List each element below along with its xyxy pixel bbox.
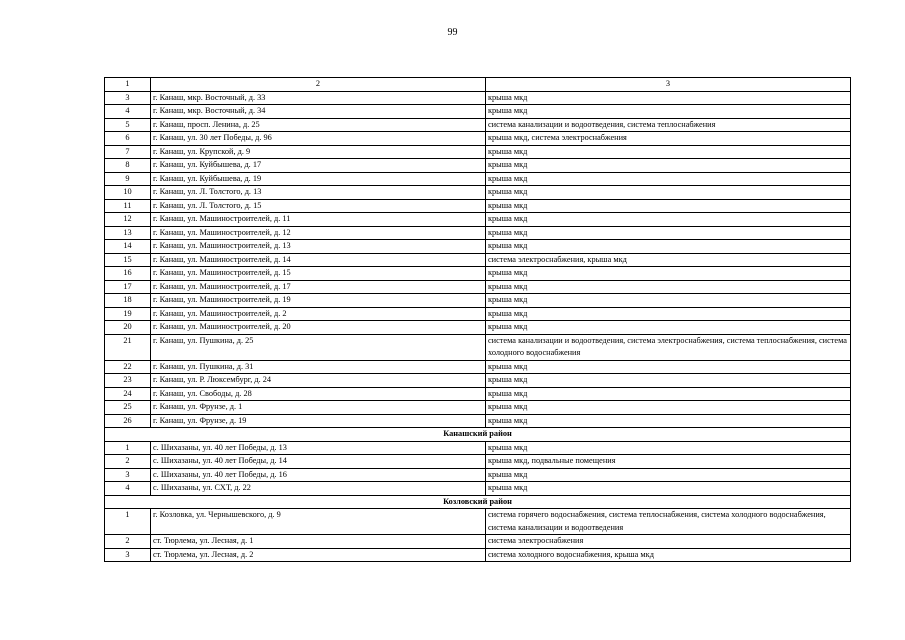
table-row: [105, 294, 851, 308]
row-works: крыша мкд: [486, 159, 851, 173]
row-address: г. Канаш, ул. Машиностроителей, д. 11: [151, 213, 486, 227]
row-address: г. Канаш, ул. Машиностроителей, д. 17: [151, 280, 486, 294]
row-address: г. Канаш, ул. Машиностроителей, д. 19: [151, 294, 486, 308]
section-title: Козловский район: [105, 495, 851, 509]
row-number: 6: [105, 132, 151, 146]
table-row: [105, 226, 851, 240]
row-works: крыша мкд: [486, 226, 851, 240]
table-row: [105, 91, 851, 105]
table-row: [105, 145, 851, 159]
row-number: 3: [105, 468, 151, 482]
row-works: крыша мкд: [486, 482, 851, 496]
row-address: г. Канаш, ул. Пушкина, д. 25: [151, 334, 486, 360]
row-works: система канализации и водоотведения, система теплоснабжения: [486, 118, 851, 132]
row-address: г. Канаш, просп. Ленина, д. 25: [151, 118, 486, 132]
row-number: 21: [105, 334, 151, 360]
row-address: г. Канаш, ул. Фрунзе, д. 19: [151, 414, 486, 428]
row-address: ст. Тюрлема, ул. Лесная, д. 2: [151, 548, 486, 562]
row-address: г. Канаш, ул. Л. Толстого, д. 13: [151, 186, 486, 200]
page-number: 99: [447, 27, 458, 38]
repair-register-table: [104, 77, 851, 562]
row-works: крыша мкд, система электроснабжения: [486, 132, 851, 146]
row-number: 23: [105, 374, 151, 388]
table-row: [105, 307, 851, 321]
row-works: система электроснабжения, крыша мкд: [486, 253, 851, 267]
row-number: 18: [105, 294, 151, 308]
table-row: [105, 548, 851, 562]
table-row: [105, 118, 851, 132]
table-header-row: [105, 78, 851, 92]
row-address: г. Канаш, ул. Пушкина, д. 31: [151, 360, 486, 374]
table-row: [105, 132, 851, 146]
table-row: [105, 159, 851, 173]
row-address: г. Канаш, ул. Крупской, д. 9: [151, 145, 486, 159]
row-works: крыша мкд: [486, 414, 851, 428]
row-address: г. Канаш, ул. Машиностроителей, д. 15: [151, 267, 486, 281]
row-number: 8: [105, 159, 151, 173]
row-number: 3: [105, 548, 151, 562]
row-number: 25: [105, 401, 151, 415]
row-number: 1: [105, 509, 151, 535]
table-row: [105, 240, 851, 254]
row-number: 1: [105, 441, 151, 455]
row-address: г. Канаш, ул. Куйбышева, д. 19: [151, 172, 486, 186]
row-works: крыша мкд: [486, 172, 851, 186]
row-address: г. Канаш, ул. Машиностроителей, д. 2: [151, 307, 486, 321]
table-row: [105, 280, 851, 294]
row-number: 11: [105, 199, 151, 213]
row-number: 16: [105, 267, 151, 281]
row-works: крыша мкд: [486, 468, 851, 482]
table-row: [105, 172, 851, 186]
row-works: крыша мкд: [486, 91, 851, 105]
row-number: 12: [105, 213, 151, 227]
row-address: г. Канаш, ул. Куйбышева, д. 17: [151, 159, 486, 173]
row-works: крыша мкд: [486, 186, 851, 200]
row-address: г. Канаш, ул. Машиностроителей, д. 12: [151, 226, 486, 240]
table-row: [105, 401, 851, 415]
row-address: г. Козловка, ул. Чернышевского, д. 9: [151, 509, 486, 535]
table-row: [105, 186, 851, 200]
row-works: система холодного водоснабжения, крыша мкд: [486, 548, 851, 562]
row-works: крыша мкд: [486, 240, 851, 254]
row-address: г. Канаш, ул. Свободы, д. 28: [151, 387, 486, 401]
row-number: 20: [105, 321, 151, 335]
table-row: [105, 374, 851, 388]
row-works: система канализации и водоотведения, система электроснабжения, система теплоснабжения, система холодного водоснабжения: [486, 334, 851, 360]
table-body: [105, 78, 851, 562]
row-works: крыша мкд: [486, 267, 851, 281]
table-row: [105, 253, 851, 267]
row-address: с. Шихазаны, ул. 40 лет Победы, д. 13: [151, 441, 486, 455]
row-number: 9: [105, 172, 151, 186]
row-number: 5: [105, 118, 151, 132]
row-number: 15: [105, 253, 151, 267]
row-works: крыша мкд: [486, 199, 851, 213]
table-row: [105, 321, 851, 335]
table-row: [105, 267, 851, 281]
row-works: система электроснабжения: [486, 535, 851, 549]
row-address: г. Канаш, ул. Машиностроителей, д. 14: [151, 253, 486, 267]
section-title: Канашский район: [105, 428, 851, 442]
row-number: 13: [105, 226, 151, 240]
row-address: г. Канаш, ул. Машиностроителей, д. 20: [151, 321, 486, 335]
row-works: крыша мкд: [486, 374, 851, 388]
row-number: 4: [105, 105, 151, 119]
table-row: [105, 387, 851, 401]
table-row: [105, 105, 851, 119]
row-address: г. Канаш, ул. Фрунзе, д. 1: [151, 401, 486, 415]
table-row: [105, 414, 851, 428]
section-header-row: [105, 428, 851, 442]
row-works: крыша мкд: [486, 213, 851, 227]
table-row: [105, 455, 851, 469]
row-number: 17: [105, 280, 151, 294]
table-row: [105, 509, 851, 535]
row-number: 24: [105, 387, 151, 401]
row-works: крыша мкд, подвальные помещения: [486, 455, 851, 469]
row-number: 26: [105, 414, 151, 428]
row-works: крыша мкд: [486, 307, 851, 321]
header-col-works: 3: [486, 78, 851, 92]
section-header-row: [105, 495, 851, 509]
header-col-number: 1: [105, 78, 151, 92]
row-works: крыша мкд: [486, 360, 851, 374]
row-works: крыша мкд: [486, 321, 851, 335]
row-address: г. Канаш, ул. Машиностроителей, д. 13: [151, 240, 486, 254]
row-address: с. Шихазаны, ул. 40 лет Победы, д. 16: [151, 468, 486, 482]
row-works: крыша мкд: [486, 145, 851, 159]
row-address: г. Канаш, ул. Л. Толстого, д. 15: [151, 199, 486, 213]
table-row: [105, 482, 851, 496]
row-number: 10: [105, 186, 151, 200]
row-number: 14: [105, 240, 151, 254]
row-number: 3: [105, 91, 151, 105]
row-address: г. Канаш, ул. Р. Люксембург, д. 24: [151, 374, 486, 388]
row-works: система горячего водоснабжения, система теплоснабжения, система холодного водоснабжения, система канализации и водоотведения: [486, 509, 851, 535]
row-works: крыша мкд: [486, 441, 851, 455]
row-number: 19: [105, 307, 151, 321]
row-works: крыша мкд: [486, 401, 851, 415]
table-row: [105, 360, 851, 374]
row-number: 2: [105, 455, 151, 469]
row-number: 22: [105, 360, 151, 374]
row-address: г. Канаш, мкр. Восточный, д. 33: [151, 91, 486, 105]
row-number: 4: [105, 482, 151, 496]
table-row: [105, 199, 851, 213]
table-row: [105, 441, 851, 455]
table-row: [105, 213, 851, 227]
row-number: 7: [105, 145, 151, 159]
row-address: с. Шихазаны, ул. СХТ, д. 22: [151, 482, 486, 496]
row-works: крыша мкд: [486, 105, 851, 119]
table-row: [105, 468, 851, 482]
row-works: крыша мкд: [486, 387, 851, 401]
table-row: [105, 334, 851, 360]
row-address: ст. Тюрлема, ул. Лесная, д. 1: [151, 535, 486, 549]
row-address: с. Шихазаны, ул. 40 лет Победы, д. 14: [151, 455, 486, 469]
row-works: крыша мкд: [486, 280, 851, 294]
row-address: г. Канаш, мкр. Восточный, д. 34: [151, 105, 486, 119]
table-row: [105, 535, 851, 549]
row-works: крыша мкд: [486, 294, 851, 308]
row-number: 2: [105, 535, 151, 549]
header-col-address: 2: [151, 78, 486, 92]
row-address: г. Канаш, ул. 30 лет Победы, д. 96: [151, 132, 486, 146]
